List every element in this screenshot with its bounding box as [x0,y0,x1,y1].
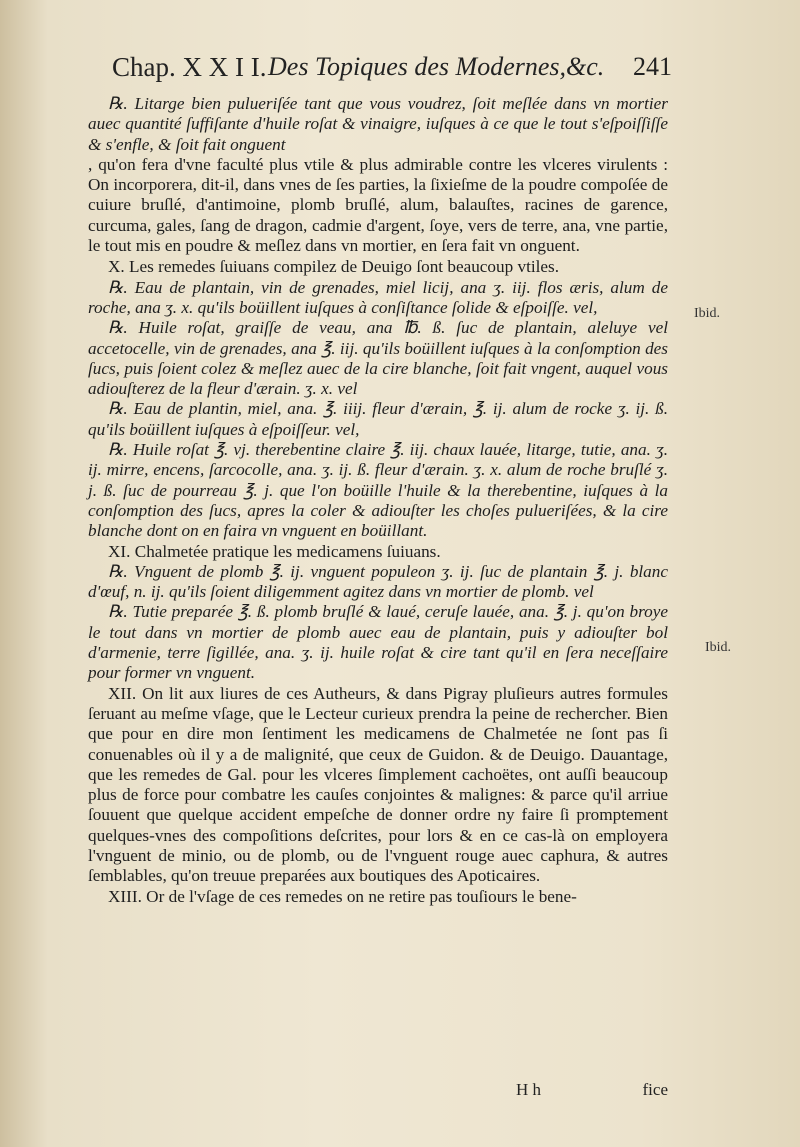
chapter-label: Chap. X X I I. [112,52,267,82]
paragraph: ℞. Eau de plantain, vin de grenades, miel licij, ana ʒ. iij. flos æris, alum de roche, ana ʒ. x. qu'ils boüillent iuſques à conſiſtance ſolide & eſpoiſſe. vel, [88,277,668,317]
catchword: fice [642,1080,668,1099]
page-number: 241 [633,52,672,81]
margin-note: Ibid. [694,306,721,321]
paragraph: ℞. Litarge bien pulueriſée tant que vous voudrez, ſoit meſlée dans vn mortier auec quantité ſuffiſante d'huile roſat & vinaigre, iuſques à ce que le tout s'eſpoiſſiſſe & s'enfle, & ſoit fait onguent [88,94,668,154]
paragraph: ℞. Vnguent de plomb ℥. ij. vnguent populeon ʒ. ij. ſuc de plantain ℥. j. blanc d'œuf, n. ij. qu'ils ſoient diligemment agitez dans vn mortier de plomb. vel [88,561,668,602]
paragraph: ℞. Tutie preparée ℥. ß. plomb bruſlé & laué, ceruſe lauée, ana. ℥. j. qu'on broye le tout dans vn mortier de plomb auec eau de plantain, puis y adiouſter bol d'armenie, terre ſigillée, ana. ʒ. ij. huile roſat & cire tant qu'il en ſera neceſſaire pour former vn vnguent. [88,602,668,683]
paragraph: , qu'on fera d'vne faculté plus vtile & plus admirable contre les vlceres virulents : On incorporera, dit-il, dans vnes de ſes parties, la ſixieſme de la poudre compoſée de cuiure bruſlé, d'antimoine, plomb bruſlé, alum, balauſtes, racines de garence, curcuma, gales, ſang de dragon, cadmie d'argent, ſoye, vers de terre, ana, vne partie, le tout mis en poudre & meſlez dans vn mortier, en ſera fait vn onguent. [88,154,668,256]
paragraph: XI. Chalmetée pratique les medicamens ſuiuans. [108,541,441,561]
paragraph: ℞. Huile roſat, graiſſe de veau, ana ℔. ß. ſuc de plantain, aleluye vel accetocelle, vin de grenades, ana ℥. iij. qu'ils boüillent iuſques à la conſomption des ſucs, puis ſoient colez & meſlez auec de la cire blanche, ſoit fait vngent, auquel vous adiouſterez de la fleur d'ærain. ʒ. x. vel [88,318,668,399]
page-footer [88,1080,668,1104]
paragraph: ℞. Huile roſat ℥. vj. therebentine claire ℥. iij. chaux lauée, litarge, tutie, ana. ʒ. ij. mirre, encens, ſarcocolle, ana. ʒ. ij. ß. fleur d'ærain. ʒ. x. alum de roche bruſlé ʒ. j. ß. ſuc de pourreau ℥. j. que l'on boüille l'huile & la therebentine, iuſques à la conſomption des ſucs, apres la coler & adiouſter les choſes pulueriſées, & la cire blanche dont on en faira vn vnguent en boüillant. [88,440,668,541]
running-title: Des Topiques des Modernes,&c. [268,52,605,81]
running-header [112,52,672,92]
page-body [88,94,668,907]
paragraph: XIII. Or de l'vſage de ces remedes on ne retire pas touſiours le bene- [108,886,577,906]
signature-mark: H h [516,1080,542,1099]
paragraph: ℞. Eau de plantin, miel, ana. ℥. iiij. fleur d'ærain, ℥. ij. alum de rocke ʒ. ij. ß. qu'ils boüillent iuſques à eſpoiſſeur. vel, [88,399,668,439]
margin-note: Ibid. [705,640,732,655]
paragraph: XII. On lit aux liures de ces Autheurs, & dans Pigray pluſieurs autres formules ſeruant au meſme vſage, que le Lecteur curieux prendra la peine de rechercher. Bien que pour en dire mon ſentiment les medicamens de Chalmetée ne ſont pas ſi conuenables où il y a de malignité, que ceux de Guidon. & de Deuigo. Dauantage, que les remedes de Gal. pour les vlceres ſimplement cachoëtes, ont auſſi beaucoup plus de force pour combatre les cauſes conjointes & malignes: & parce qu'il arriue ſouuent que quelque accident empeſche de donner ordre ny faire ſi promptement quelques-vnes des compoſitions deſcrites, pour lors & en ce cas-là on employera l'vnguent de minio, ou de plomb, ou de l'vnguent rouge auec caphura, & autres ſemblables, qu'on treuue preparées aux boutiques des Apoticaires. [88,683,668,886]
paragraph: X. Les remedes ſuiuans compilez de Deuigo ſont beaucoup vtiles. [108,257,560,277]
